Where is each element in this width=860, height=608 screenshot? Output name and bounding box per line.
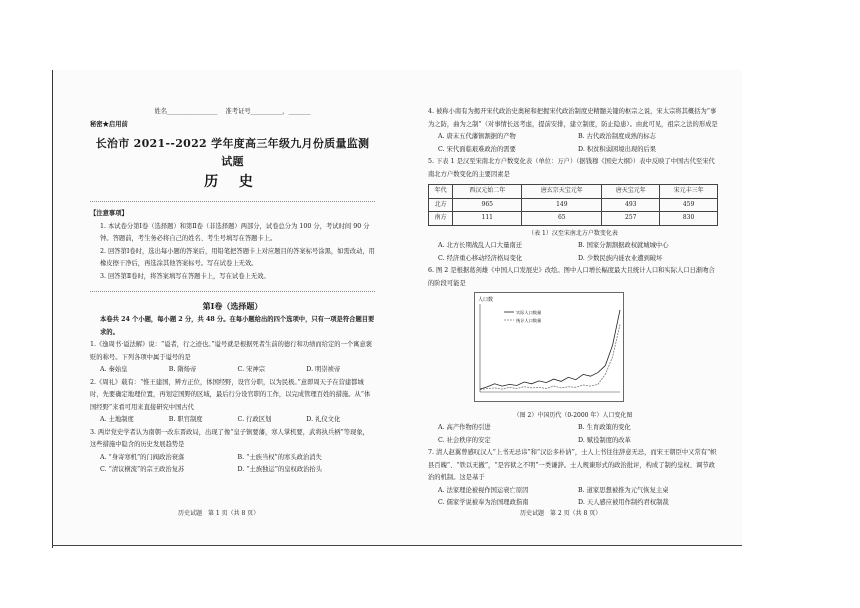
option: B. “士族当权”的寒头政治消失 bbox=[237, 453, 322, 461]
name-field-label: 姓名________________ bbox=[154, 108, 218, 115]
right-page bbox=[428, 106, 718, 510]
table-header-cell: 宋元丰三年 bbox=[660, 185, 718, 199]
left-border-line bbox=[52, 70, 53, 548]
table-cell: 965 bbox=[453, 198, 522, 212]
exam-number-label: 准考证号__________，_______ bbox=[225, 108, 311, 115]
notice-item: 2. 回答第Ⅰ卷时，选出每小题的答案后，用铅笔把答题卡上对应题目的答案标号涂黑，如需改动，用橡皮擦干净后，再选涂其他答案标号。写在试卷上无效。 bbox=[100, 247, 375, 267]
household-table bbox=[428, 184, 718, 226]
legend-entry: 统计人口数量 bbox=[516, 318, 542, 323]
table-header-row bbox=[429, 185, 718, 199]
question-stem: 4. 被称小南有为揭开宋代政治史奥秘和把握宋代政治制度史精髓关键的枢宗之说，宋太宗将其概括为“事为之防，曲为之制”（对事情长远考虑，提前安排，建立制度，防止隐患）。由此可见，祖宗之法的形成是 bbox=[428, 108, 718, 128]
question-2 bbox=[90, 377, 375, 427]
options bbox=[90, 452, 375, 477]
confidential-mark: 秘密★启用前 bbox=[90, 120, 128, 128]
option: A. 法家理论被视作国运衰亡原因 bbox=[438, 486, 529, 494]
option: D. 积贫积弱困境出现的后果 bbox=[578, 145, 657, 153]
option: C. 宋代面临艰难政治的需要 bbox=[438, 145, 516, 153]
option: C. 儒家学说被奉为治国理政指南 bbox=[438, 499, 529, 506]
options bbox=[428, 422, 718, 447]
table-cell: 北方 bbox=[429, 198, 453, 212]
notice-item: 3. 回答第Ⅱ卷时，将答案填写在答题卡上，写在试卷上无效。 bbox=[100, 272, 270, 280]
exam-title: 长治市 2021--2022 学年度高三年级九月份质量监测试题 bbox=[95, 137, 370, 168]
question-stem: 5. 下表 1 是汉至宋南北方户数变化表（单位：万户）（据钱穆《国史大纲》）表中反映了中国古代至宋代南北方户数变化的主要因素是 bbox=[428, 158, 715, 178]
option: B. 生育政策的变化 bbox=[578, 424, 631, 431]
table-cell: 257 bbox=[602, 212, 660, 226]
option: A. 北方长期战乱人口大量南迁 bbox=[438, 242, 523, 249]
option: D. 明崇祯帝 bbox=[306, 366, 341, 373]
option: C. 社会秩序的安定 bbox=[438, 436, 491, 444]
table-header-cell: 年代 bbox=[429, 185, 453, 199]
table-row bbox=[429, 212, 718, 226]
option: B. 职官制度 bbox=[168, 416, 203, 423]
options bbox=[428, 131, 718, 156]
table-cell: 493 bbox=[602, 198, 660, 212]
options bbox=[428, 240, 718, 265]
exam-subject: 历 史 bbox=[204, 174, 261, 190]
option: A. 土地制度 bbox=[100, 416, 134, 423]
option: C. 行政区划 bbox=[237, 416, 272, 423]
option: A. “身寄寒机”的门阀政治衰落 bbox=[100, 453, 185, 461]
question-6 bbox=[428, 265, 718, 447]
table-cell: 南方 bbox=[429, 212, 453, 226]
question-7 bbox=[428, 447, 718, 510]
question-3 bbox=[90, 427, 375, 477]
option: A. 高产作物的引进 bbox=[438, 424, 491, 431]
table-row bbox=[429, 198, 718, 212]
option: D. “土族独运”的皇权政治抬头 bbox=[237, 466, 323, 473]
question-stem: 7. 清人赵翼曾感叹汉人“上书无忌讳”和“汉讼多朴讷”，士人上书往往辞意无忌，而宋王朝臣中又常有“帜县百魄”、“铁以无撤”，“是容狱之不明”一类谦辞。士人规谏形式的政治批评，构成了制约皇权、调节政治的机制。这是基于 bbox=[428, 449, 717, 481]
divider bbox=[90, 291, 375, 292]
options bbox=[428, 485, 718, 510]
option: D. 礼仪文化 bbox=[306, 416, 341, 423]
candidate-info bbox=[90, 106, 375, 119]
table-caption: （表 1）汉至宋南北方户数变化表 bbox=[528, 229, 618, 237]
option: D. 赋役制度的改革 bbox=[578, 436, 631, 444]
page-footer-right: 历史试题 第 2 页（共 8 页） bbox=[520, 510, 602, 517]
chart-caption: （图 2）中国历代（0-2000 年）人口变化图 bbox=[513, 411, 633, 419]
option: D. 少数民族内徙农业遭到破坏 bbox=[578, 254, 663, 262]
option: D. 天人感应被用作制约君权制裁 bbox=[578, 499, 669, 506]
question-1 bbox=[90, 339, 375, 377]
divider bbox=[90, 201, 375, 202]
table-cell: 149 bbox=[522, 198, 602, 212]
option: A. 秦始皇 bbox=[100, 366, 128, 373]
option: C. “清议横流”的宗王政治复苏 bbox=[100, 466, 185, 473]
table-cell: 65 bbox=[522, 212, 602, 226]
question-stem: 6. 图 2 是根据葛剑雄《中国人口发展史》改绘。图中人口增长幅度最大且统计人口和实际人口日渐吻合的阶段可能是 bbox=[428, 267, 715, 287]
options bbox=[90, 414, 375, 427]
options bbox=[90, 364, 375, 377]
table-cell: 459 bbox=[660, 198, 718, 212]
option: C. 宋神宗 bbox=[237, 366, 265, 373]
option: B. 国家分割割据政权就城城中心 bbox=[578, 242, 669, 249]
section-instructions: 本卷共 24 个小题，每小题 2 分，共 48 分。在每小题给出的四个选项中，只有一项是符合题目要求的。 bbox=[100, 316, 375, 336]
table-cell: 830 bbox=[660, 212, 718, 226]
option: B. 古代政治制度成熟的标志 bbox=[578, 133, 656, 140]
question-5 bbox=[428, 156, 718, 265]
population-chart bbox=[474, 292, 624, 402]
option: A. 唐末五代藩镇割据的产物 bbox=[438, 133, 516, 140]
table-header-cell: 西汉元始二年 bbox=[453, 185, 522, 199]
legend-entry: 实际人口数量 bbox=[516, 310, 542, 315]
notice-heading: 【注意事项】 bbox=[90, 210, 128, 217]
left-page bbox=[90, 106, 375, 477]
question-stem: 3. 两岸党史学者认为南朝一改东晋政局，出现了像“皇子镇要藩，寒人掌机要，武将执兵柄”等现象，这些措施中隐含的历史发展趋势是 bbox=[90, 428, 369, 448]
table-cell: 111 bbox=[453, 212, 522, 226]
question-4 bbox=[428, 106, 718, 156]
section-title: 第Ⅰ卷（选择题） bbox=[202, 301, 263, 311]
question-stem: 1.《逸周书·谥法解》说：“谥者，行之迹也。”谥号就是根据死者生前的德行和功绩而给定的一个寓意褒贬的称号。下列各项中属于谥号的是 bbox=[90, 341, 373, 361]
y-axis-label: 人口数 bbox=[478, 297, 494, 303]
table-header-cell: 唐玄宗天宝元年 bbox=[522, 185, 602, 199]
option: C. 经济重心移动经济格局变化 bbox=[438, 254, 523, 262]
table-header-cell: 唐天宝元年 bbox=[602, 185, 660, 199]
page-footer-left: 历史试题 第 1 页（共 8 页） bbox=[178, 510, 260, 517]
question-stem: 2.《周礼》载有：“惟王建国，辨方正位，体国经野，设官分职，以为民极。”意即周天子在营建都城时，先要确定地理位置，再划定国野的区域，最后行分设官职的工作，以完成管理百姓的措施。从“体国经野”来看可用来直接研究中国古代 bbox=[90, 378, 371, 411]
notice-item: 1. 本试卷分第Ⅰ卷（选择题）和第Ⅱ卷（非选择题）两部分，试卷总分为 100 分，考试时间 90 分钟。答题前，考生务必将自己的姓名、考生号填写在答题卡上。 bbox=[100, 222, 370, 242]
bottom-border-line bbox=[52, 545, 742, 546]
option: B. 隋炀帝 bbox=[168, 366, 197, 373]
option: B. 道家思想被推为元气恢复主桌 bbox=[578, 486, 669, 494]
